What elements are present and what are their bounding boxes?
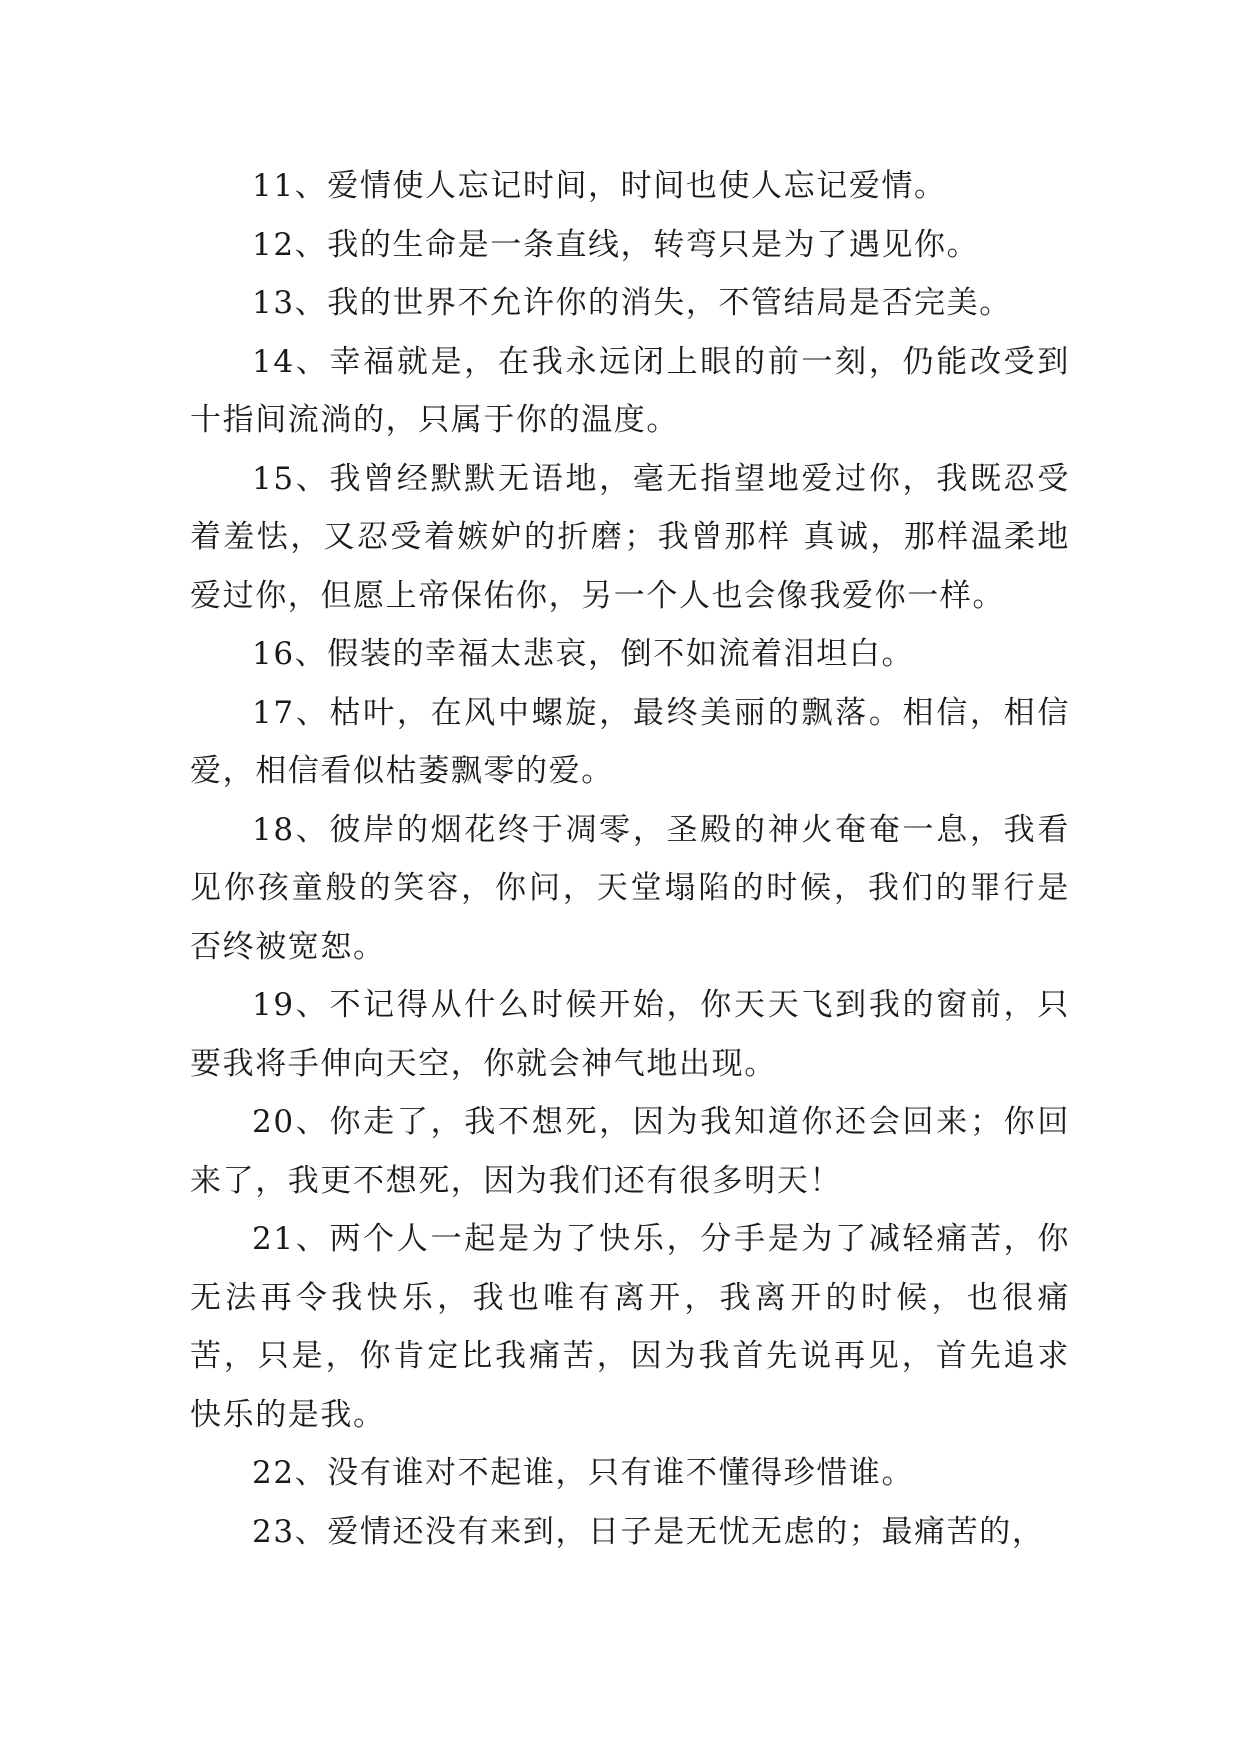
paragraph-12: 12、我的生命是一条直线，转弯只是为了遇见你。 [252, 226, 980, 263]
paragraph-11: 11、爱情使人忘记时间，时间也使人忘记爱情。 [252, 168, 947, 204]
paragraph-21: 21、两个人一起是为了快乐，分手是为了减轻痛苦，你无法再令我快乐，我也唯有离开，我离开的时候，也很痛苦，只是，你肯定比我痛苦，因为我首先说再见，首先追求快乐的是我。 [190, 1221, 1070, 1433]
paragraph-18: 18、彼岸的烟花终于凋零，圣殿的神火奄奄一息，我看见你孩童般的笑容，你问，天堂塌陷的时候，我们的罪行是否终被宽恕。 [190, 811, 1070, 965]
paragraph-19: 19、不记得从什么时候开始，你天天飞到我的窗前，只要我将手伸向天空，你就会神气地出现。 [190, 987, 1070, 1082]
paragraph-17: 17、枯叶，在风中螺旋，最终美丽的飘落。相信，相信爱，相信看似枯萎飘零的爱。 [190, 694, 1070, 789]
paragraph-20: 20、你走了，我不想死，因为我知道你还会回来；你回来了，我更不想死，因为我们还有很多明天！ [190, 1104, 1070, 1199]
document-body [190, 157, 1070, 1561]
paragraph-15: 15、我曾经默默无语地，毫无指望地爱过你，我既忍受着羞怯，又忍受着嫉妒的折磨；我曾那样 真诚，那样温柔地爱过你，但愿上帝保佑你，另一个人也会像我爱你一样。 [190, 460, 1070, 614]
paragraph-22: 22、没有谁对不起谁，只有谁不懂得珍惜谁。 [252, 1455, 915, 1491]
paragraph-14: 14、幸福就是，在我永远闭上眼的前一刻，仍能改受到十指间流淌的，只属于你的温度。 [190, 343, 1070, 438]
paragraph-23: 23、爱情还没有来到，日子是无忧无虑的；最痛苦的， [252, 1513, 1045, 1550]
paragraph-13: 13、我的世界不允许你的消失，不管结局是否完美。 [252, 285, 1012, 321]
paragraph-16: 16、假装的幸福太悲哀，倒不如流着泪坦白。 [252, 636, 915, 672]
